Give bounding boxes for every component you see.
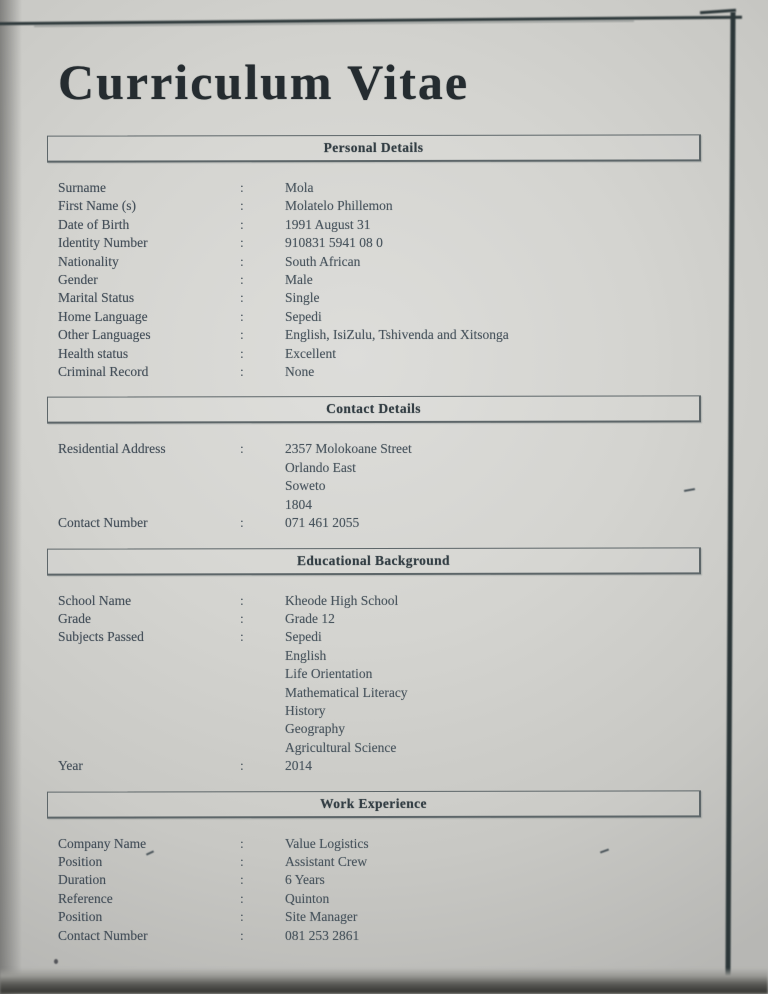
section-heading-box (47, 396, 701, 424)
field-value: Male (285, 272, 313, 288)
field-colon: : (240, 441, 244, 457)
field-label: Duration (58, 872, 106, 888)
field-row (58, 477, 738, 495)
field-label: Identity Number (58, 235, 148, 251)
field-label: Position (58, 853, 103, 869)
field-value: Quinton (285, 890, 330, 906)
field-value: 1804 (285, 496, 312, 512)
field-row (58, 440, 738, 458)
field-colon: : (240, 909, 244, 925)
field-row (58, 835, 738, 853)
field-row (58, 908, 738, 926)
field-value: Single (285, 290, 320, 306)
field-label: Contact Number (58, 927, 148, 943)
field-value: Site Manager (285, 909, 358, 925)
field-label (58, 665, 240, 683)
field-row (58, 216, 738, 234)
field-colon (240, 477, 285, 495)
section-heading: Personal Details (323, 139, 424, 156)
field-row (58, 271, 738, 289)
field-label: Criminal Record (58, 364, 149, 380)
field-label (58, 702, 240, 720)
section-rows (58, 835, 738, 945)
field-label: Home Language (58, 308, 148, 324)
field-value: Excellent (285, 345, 336, 361)
field-row (58, 234, 738, 252)
field-row (58, 890, 738, 908)
field-value: Grade 12 (285, 610, 335, 626)
field-row (58, 514, 738, 532)
field-colon: : (240, 853, 244, 869)
field-value: Life Orientation (285, 666, 373, 682)
field-row (58, 592, 738, 610)
field-label (58, 477, 240, 495)
field-label (58, 459, 240, 477)
field-row (58, 345, 738, 363)
section-heading: Contact Details (326, 401, 421, 417)
field-colon (240, 739, 285, 757)
field-row (58, 197, 738, 215)
field-value: Kheode High School (285, 592, 399, 608)
field-label: School Name (58, 592, 132, 608)
field-colon: : (240, 327, 244, 343)
field-label: Surname (58, 180, 106, 195)
field-colon (240, 647, 285, 665)
field-label (58, 720, 240, 738)
section-heading: Work Experience (320, 795, 427, 811)
section-rows (58, 592, 738, 776)
field-row (58, 253, 738, 271)
field-value: Orlando East (285, 459, 356, 475)
field-label: Date of Birth (58, 216, 130, 232)
field-value: Sepedi (285, 308, 322, 324)
field-colon: : (240, 345, 244, 361)
field-colon (240, 459, 285, 477)
field-label: Grade (58, 610, 91, 626)
field-colon: : (240, 253, 244, 269)
field-value: Sepedi (285, 629, 322, 645)
cv-sections (58, 135, 738, 945)
field-row (58, 326, 738, 344)
field-colon: : (240, 272, 244, 288)
field-label: First Name (s) (58, 198, 136, 214)
field-colon (240, 665, 285, 683)
field-colon: : (240, 890, 244, 906)
field-row (58, 665, 738, 683)
field-colon: : (240, 629, 244, 645)
field-value: Assistant Crew (285, 853, 368, 869)
field-value: Mathematical Literacy (285, 684, 408, 700)
field-value: Soweto (285, 478, 326, 494)
section-heading-box (47, 134, 701, 162)
field-colon: : (240, 927, 244, 943)
cv-section (58, 135, 738, 381)
field-row (58, 720, 738, 738)
field-value: Molatelo Phillemon (285, 198, 393, 214)
field-value: 071 461 2055 (285, 515, 360, 531)
field-colon: : (240, 290, 244, 306)
field-row (58, 702, 738, 720)
field-colon: : (240, 235, 244, 251)
field-label: Marital Status (58, 290, 135, 306)
document-title: Curriculum Vitae (58, 54, 470, 110)
field-row (58, 739, 738, 757)
field-colon: : (240, 835, 244, 851)
field-label: Residential Address (58, 441, 166, 457)
section-heading-box (47, 790, 701, 818)
field-row (58, 628, 738, 646)
field-colon: : (240, 610, 244, 626)
cv-section (58, 791, 738, 945)
field-row (58, 179, 738, 197)
field-value: Mola (285, 180, 314, 195)
field-colon: : (240, 180, 244, 195)
field-row (58, 610, 738, 628)
field-row (58, 459, 738, 477)
field-value: 2357 Molokoane Street (285, 441, 412, 457)
field-row (58, 927, 738, 945)
field-row (58, 684, 738, 702)
field-value: 6 Years (285, 872, 325, 888)
field-colon: : (240, 198, 244, 214)
field-colon: : (240, 308, 244, 324)
field-label: Subjects Passed (58, 629, 144, 645)
field-colon (240, 720, 285, 738)
field-label: Reference (58, 890, 113, 906)
field-value: Agricultural Science (285, 739, 397, 755)
section-heading: Educational Background (296, 552, 450, 568)
field-label (58, 647, 240, 665)
field-value: 910831 5941 08 0 (285, 235, 383, 251)
field-value: English (285, 647, 327, 663)
field-value: 1991 August 31 (285, 216, 371, 232)
field-label: Year (58, 758, 83, 774)
field-value: 2014 (285, 758, 312, 774)
field-colon: : (240, 758, 244, 774)
field-row (58, 853, 738, 871)
field-label (58, 739, 240, 757)
field-colon (240, 702, 285, 720)
cv-section (58, 396, 738, 532)
field-row (58, 647, 738, 665)
field-label: Company Name (58, 835, 147, 851)
field-value: Value Logistics (285, 835, 369, 851)
section-rows (58, 179, 738, 381)
field-row (58, 871, 738, 889)
section-rows (58, 440, 738, 532)
section-heading-box (47, 547, 701, 575)
field-value: None (285, 364, 315, 380)
field-label: Other Languages (58, 327, 151, 343)
field-value: 081 253 2861 (285, 927, 360, 943)
field-colon: : (240, 364, 244, 380)
field-value: English, IsiZulu, Tshivenda and Xitsonga (285, 327, 509, 343)
field-colon (240, 496, 285, 514)
field-row (58, 289, 738, 307)
field-label: Health status (58, 345, 129, 361)
field-row (58, 757, 738, 775)
field-colon: : (240, 872, 244, 888)
field-label: Gender (58, 272, 98, 288)
field-label: Nationality (58, 253, 119, 269)
cv-section (58, 548, 738, 776)
field-row (58, 363, 738, 381)
field-row (58, 308, 738, 326)
field-label (58, 496, 240, 514)
field-colon (240, 684, 285, 702)
field-label: Position (58, 909, 103, 925)
field-colon: : (240, 216, 244, 232)
field-value: Geography (285, 721, 345, 737)
field-colon: : (240, 592, 244, 608)
field-row (58, 496, 738, 514)
field-label (58, 684, 240, 702)
field-label: Contact Number (58, 515, 148, 531)
field-colon: : (240, 515, 244, 531)
field-value: History (285, 702, 326, 718)
field-value: South African (285, 253, 361, 269)
